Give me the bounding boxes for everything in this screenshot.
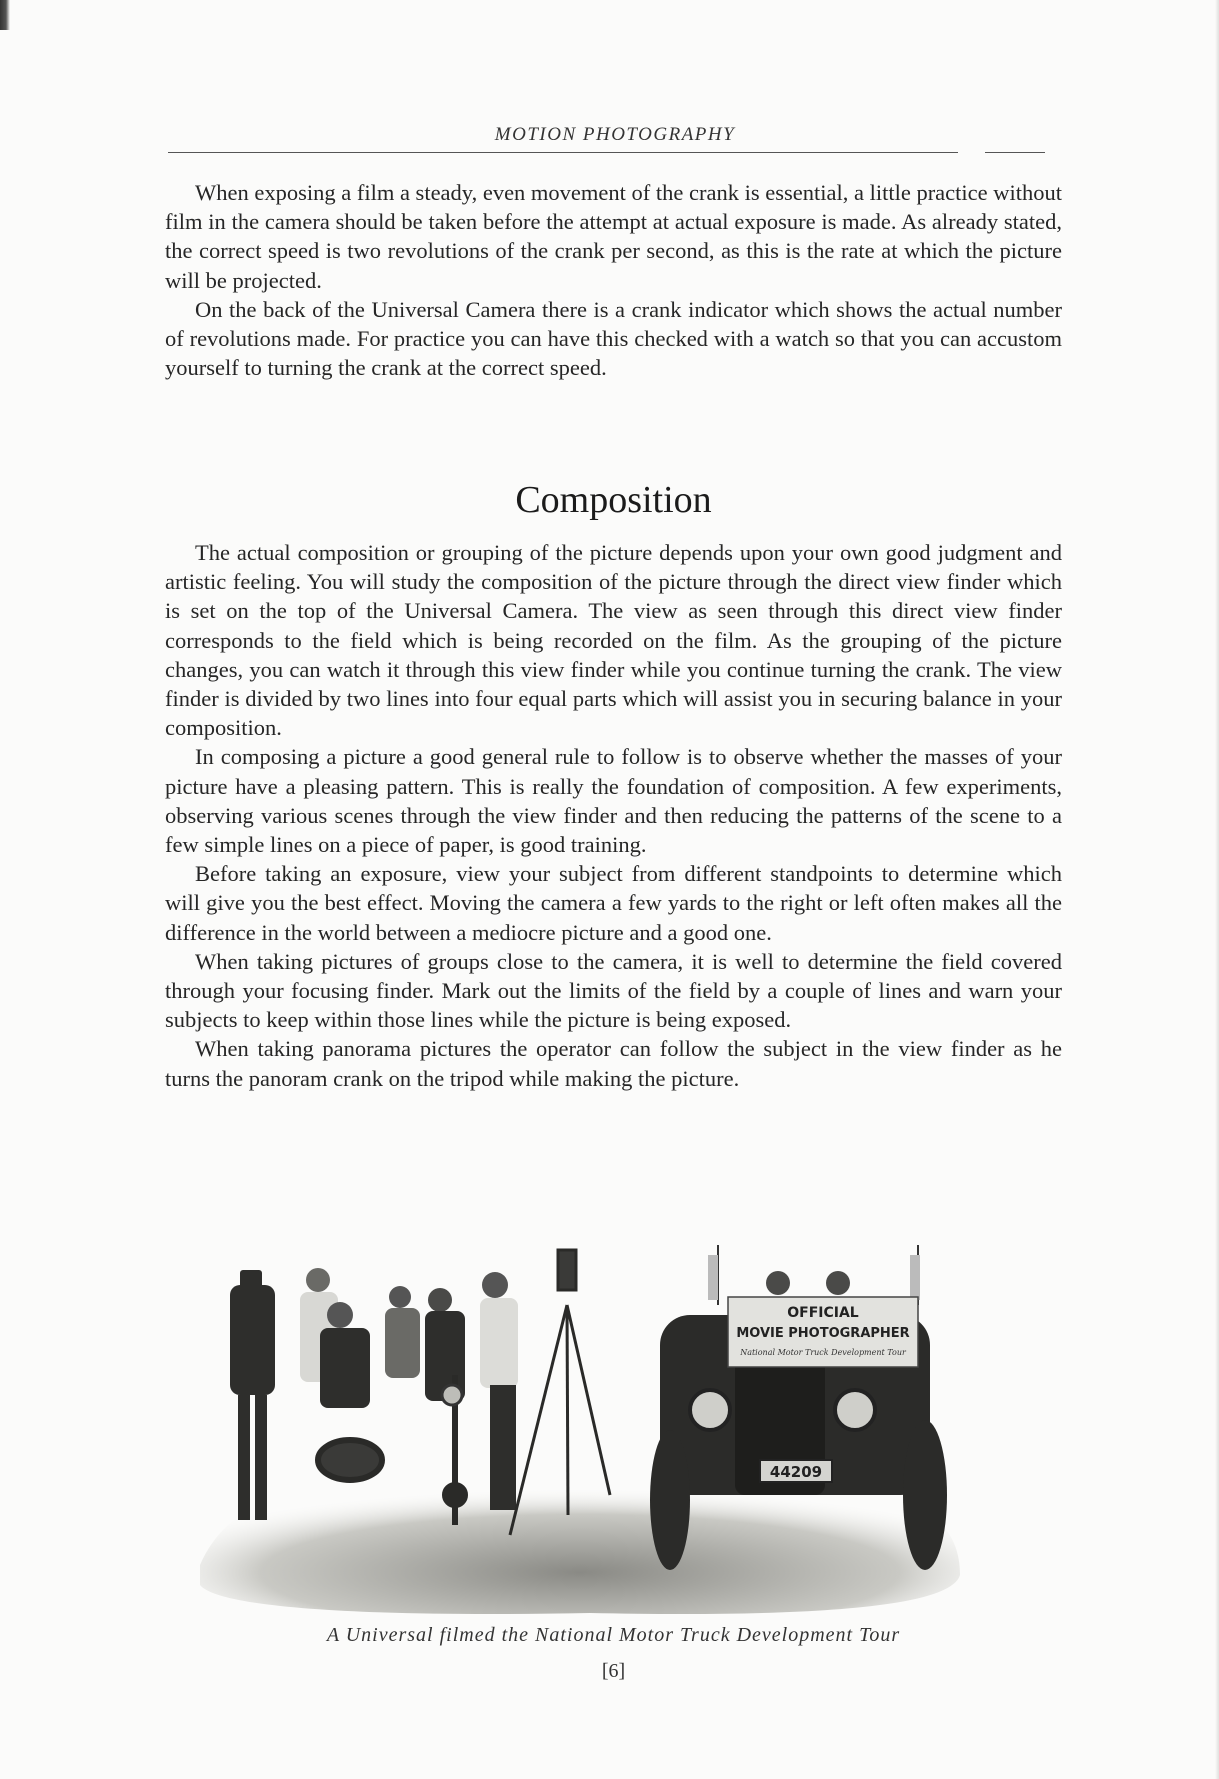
sign-line-1: OFFICIAL (787, 1305, 859, 1321)
paragraph: In composing a picture a good general rule to follow is to observe whether the masses of your picture have a pleasing pattern. This is really the foundation of composition. A few experiments, observing various scenes through the view finder and then reducing the patterns of the scene to a few simple lines on a piece of paper, is good training. (165, 744, 1062, 858)
photo-illustration (190, 1245, 970, 1617)
photograph (190, 1245, 970, 1617)
ground (200, 1476, 960, 1615)
section-heading: Composition (515, 479, 712, 521)
page-edge-shadow (0, 0, 10, 30)
paragraph: When taking pictures of groups close to the camera, it is well to determine the field covered through your focusing finder. Mark out the limits of the field by a couple of lines and warn your subjects to keep within those lines while the picture is being exposed. (165, 948, 1062, 1033)
composition-text (165, 538, 1062, 1093)
sign-line-2: MOVIE PHOTOGRAPHER (736, 1326, 910, 1341)
intro-text (165, 178, 1062, 382)
paragraph: When exposing a film a steady, even movement of the crank is essential, a little practice without film in the camera should be taken before the attempt at actual exposure is made. As already stated, the correct speed is two revolutions of the crank per second, as this is the rate at which the picture will be projected. (165, 180, 1063, 293)
sign-line-3: National Motor Truck Development Tour (740, 1348, 906, 1357)
running-header: MOTION PHOTOGRAPHY (494, 124, 736, 145)
photo-caption: A Universal filmed the National Motor Truck Development Tour (326, 1624, 901, 1646)
page-number: [6] (601, 1660, 626, 1682)
license-plate: 44209 (769, 1463, 823, 1481)
page-edge-right (1215, 0, 1219, 1779)
paragraph: Before taking an exposure, view your subject from different standpoints to determine which will give you the best effect. Moving the camera a few yards to the right or left often makes all the difference in the world between a mediocre picture and a good one. (165, 861, 1062, 945)
paragraph: On the back of the Universal Camera there is a crank indicator which shows the actual number of revolutions made. For practice you can have this checked with a watch so that you can accustom yourself to turning the crank at the correct speed. (165, 296, 1062, 381)
paragraph: The actual composition or grouping of the picture depends upon your own good judgment and artistic feeling. You will study the composition of the picture through the direct view finder which is set on the top of the Universal Camera. The view as seen through this direct view finder corresponds to the field which is being recorded on the film. As the grouping of the picture changes, you can watch it through this view finder while you continue turning the crank. The view finder is divided by two lines into four equal parts which will assist you in securing balance in your composition. (165, 540, 1062, 741)
paragraph: When taking panorama pictures the operator can follow the subject in the view finder as he turns the panoram crank on the tripod while making the picture. (165, 1036, 1062, 1091)
header-rule (168, 152, 958, 153)
header-rule-short (985, 152, 1045, 153)
